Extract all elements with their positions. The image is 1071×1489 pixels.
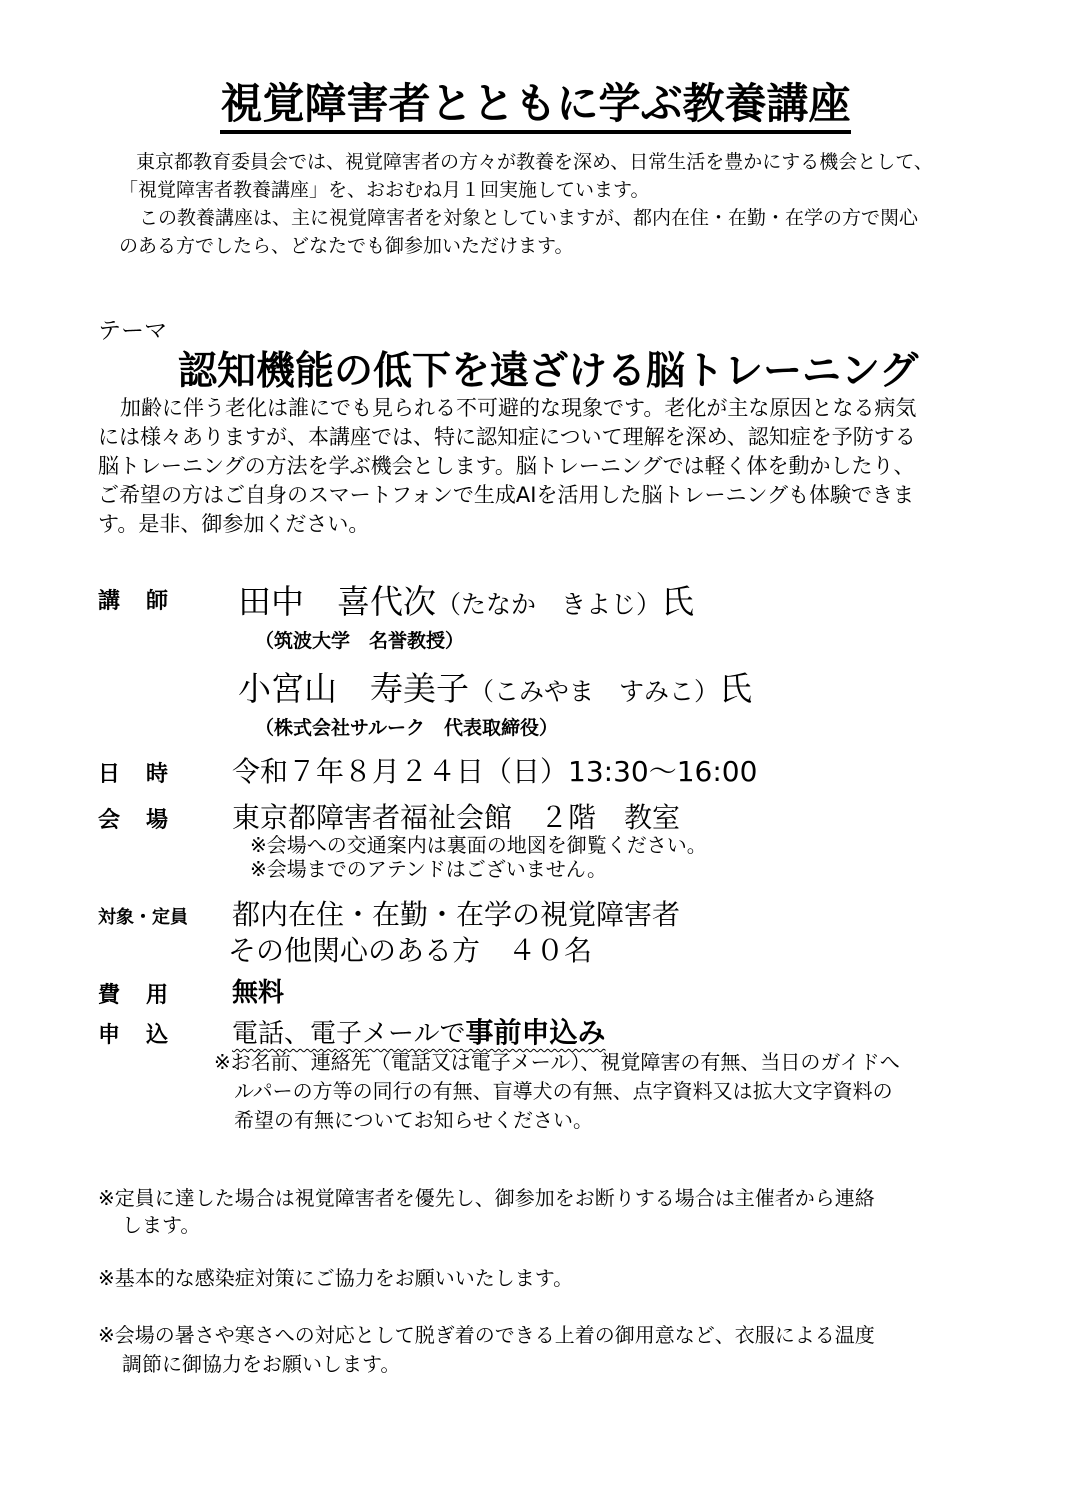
- datetime-value: 令和７年８月２４日（日）13:30～16:00: [232, 755, 758, 788]
- lecturer-1: [238, 576, 694, 623]
- theme-title: 認知機能の低下を遠ざける脳トレーニング: [178, 349, 919, 394]
- lecturer-label: 講 師: [98, 589, 171, 614]
- application-note-1: ※お名前、連絡先（電話又は電子メール）、視覚障害の有無、当日のガイドへ: [214, 1050, 900, 1074]
- lecturer-1-suffix: 氏: [661, 582, 695, 621]
- lecturer-1-affiliation: （筑波大学 名誉教授）: [255, 630, 465, 652]
- intro-line-3: この教養講座は、主に視覚障害者を対象としていますが、都内在住・在勤・在学の方で関心: [139, 207, 919, 229]
- target-label: 対象・定員: [98, 907, 188, 928]
- lecturer-2-affiliation: （株式会社サルーク 代表取締役）: [255, 717, 559, 739]
- footnote-clothing-2: 調節に御協力をお願いします。: [122, 1352, 401, 1376]
- intro-line-2: 「視覚障害者教養講座」を、おおむね月１回実施しています。: [119, 179, 650, 201]
- application-value: [232, 1011, 606, 1051]
- application-label: 申 込: [98, 1023, 171, 1048]
- lecturer-2: [238, 663, 752, 710]
- theme-desc-line-5: す。是非、御参加ください。: [98, 512, 370, 536]
- page-title: 視覚障害者とともに学ぶ教養講座: [0, 78, 1071, 130]
- target-line-1: 都内在住・在勤・在学の視覚障害者: [232, 898, 681, 931]
- intro-line-1: 東京都教育委員会では、視覚障害者の方々が教養を深め、日常生活を豊かにする機会として、: [136, 151, 933, 173]
- application-value-bold: 事前申込み: [465, 1016, 606, 1049]
- footnote-clothing-1: ※会場の暑さや寒さへの対応として脱ぎ着のできる上着の御用意など、衣服による温度: [98, 1323, 875, 1347]
- venue-value: 東京都障害者福祉会館 ２階 教室: [232, 801, 681, 834]
- venue-note-1: ※会場への交通案内は裏面の地図を御覧ください。: [250, 833, 707, 857]
- datetime-label: 日 時: [98, 762, 171, 787]
- application-note-3: 希望の有無についてお知らせください。: [234, 1108, 593, 1132]
- lecturer-2-reading: （こみやま すみこ）: [469, 677, 720, 706]
- footnote-capacity-2: します。: [122, 1213, 201, 1237]
- fee-value: 無料: [232, 978, 285, 1008]
- application-value-prefix: 電話、電子メールで: [232, 1019, 466, 1049]
- target-line-2: その他関心のある方 ４０名: [228, 934, 593, 967]
- lecturer-1-reading: （たなか きよじ）: [436, 590, 662, 619]
- lecturer-1-name: 田中 喜代次: [238, 582, 436, 621]
- application-note-2: ルパーの方等の同行の有無、盲導犬の有無、点字資料又は拡大文字資料の: [234, 1079, 893, 1103]
- theme-desc-line-2: には様々ありますが、本講座では、特に認知症について理解を深め、認知症を予防する: [98, 425, 916, 449]
- theme-desc-line-1: 加齢に伴う老化は誰にでも見られる不可避的な現象です。老化が主な原因となる病気: [120, 396, 917, 420]
- venue-label: 会 場: [98, 808, 171, 833]
- footnote-capacity-1: ※定員に達した場合は視覚障害者を優先し、御参加をお断りする場合は主催者から連絡: [98, 1186, 875, 1210]
- venue-note-2: ※会場までのアテンドはございません。: [250, 857, 607, 881]
- lecturer-2-suffix: 氏: [719, 669, 753, 708]
- theme-label: テーマ: [98, 318, 167, 344]
- theme-desc-line-3: 脳トレーニングの方法を学ぶ機会とします。脳トレーニングでは軽く体を動かしたり、: [98, 454, 915, 478]
- footnote-infection: ※基本的な感染症対策にご協力をお願いいたします。: [98, 1266, 574, 1290]
- theme-desc-line-4: ご希望の方はご自身のスマートフォンで生成AIを活用した脳トレーニングも体験できま: [98, 483, 915, 507]
- lecturer-2-name: 小宮山 寿美子: [238, 669, 469, 708]
- fee-label: 費 用: [98, 983, 171, 1008]
- intro-line-4: のある方でしたら、どなたでも御参加いただけます。: [119, 235, 574, 257]
